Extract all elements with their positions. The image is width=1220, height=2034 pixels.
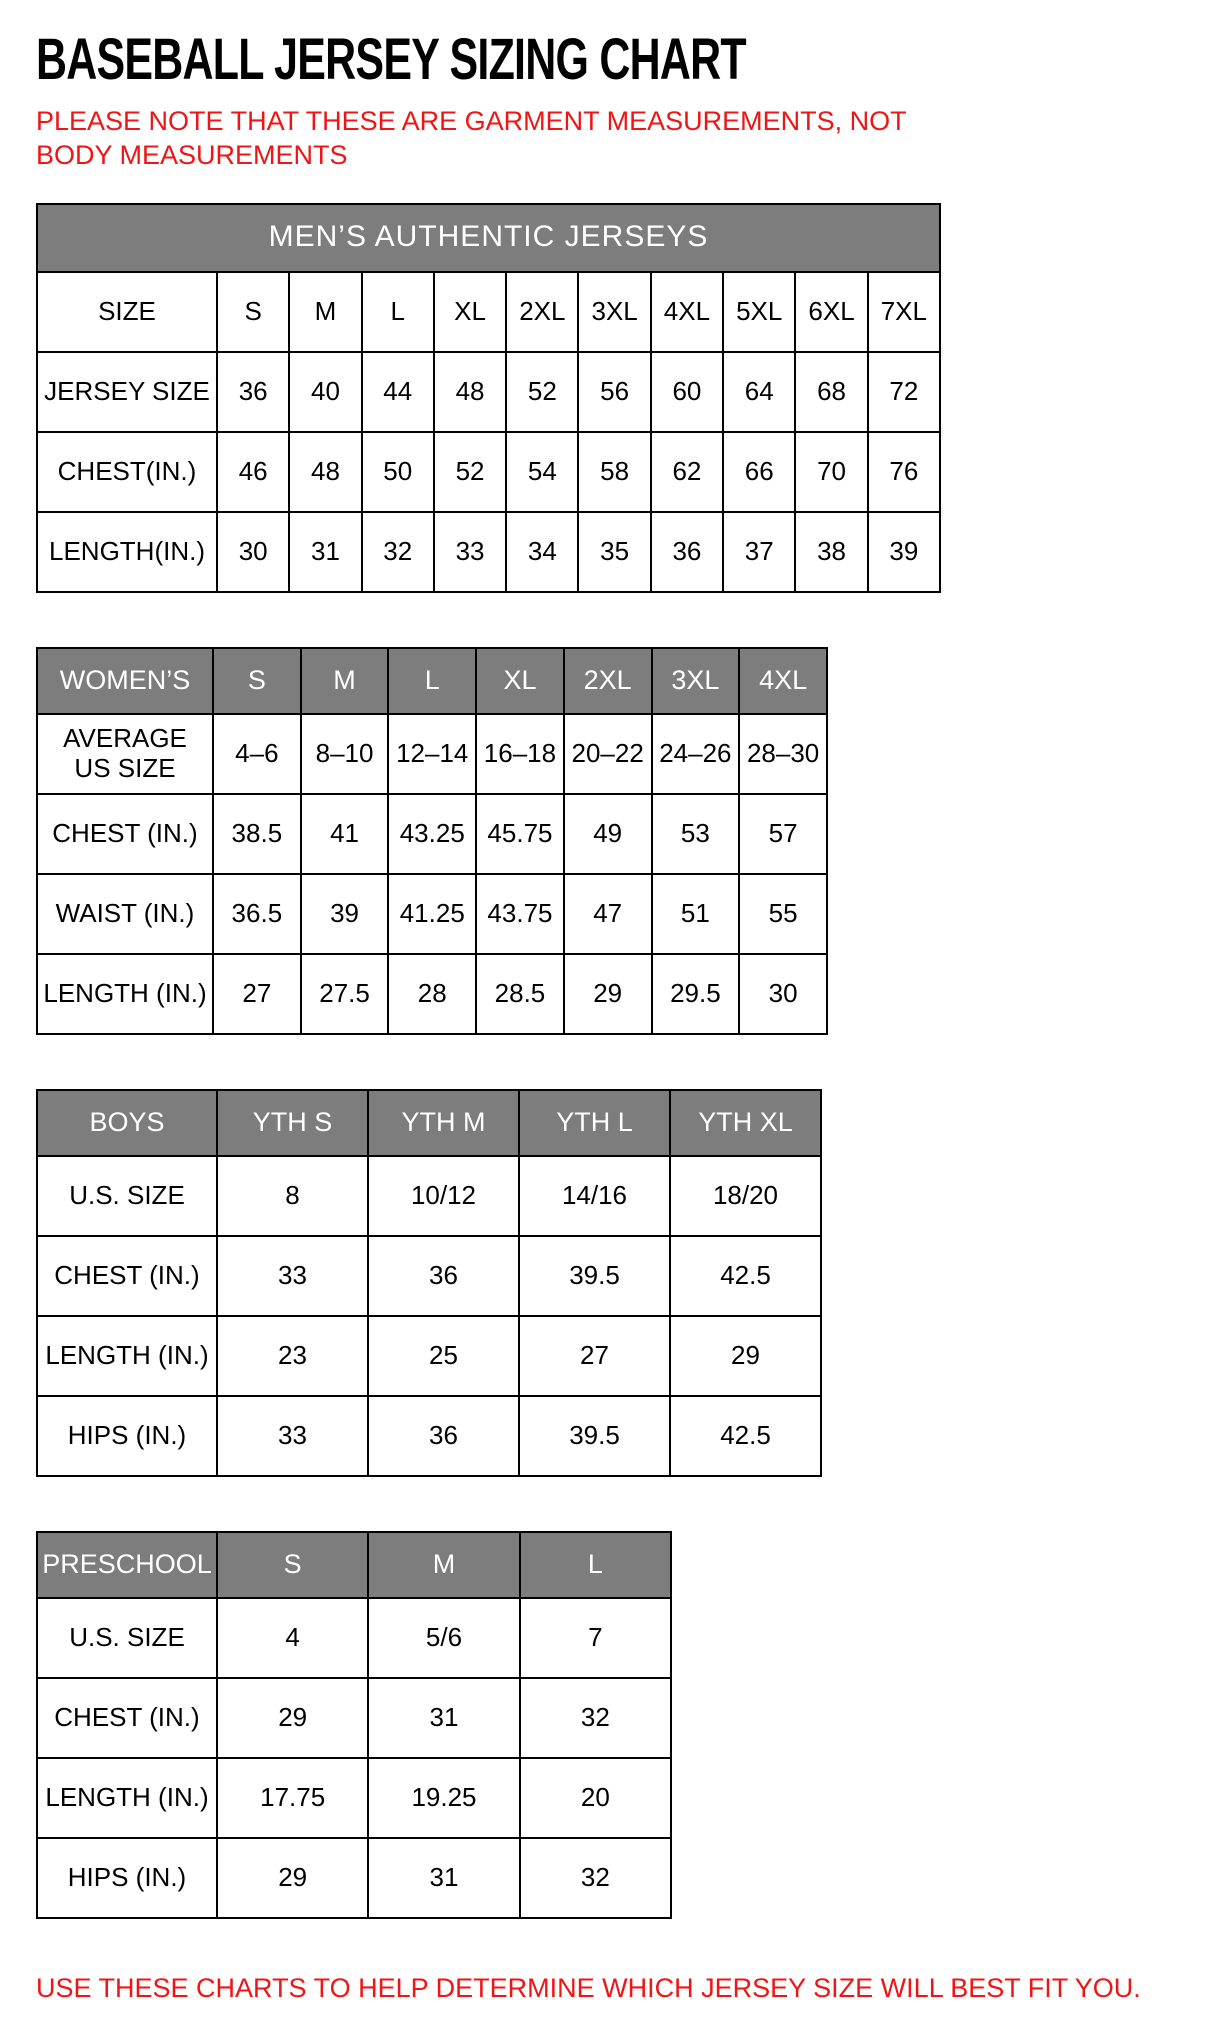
garment-measurements-note: PLEASE NOTE THAT THESE ARE GARMENT MEASUREMENTS, NOT BODY MEASUREMENTS xyxy=(36,106,907,170)
size-value: 33 xyxy=(217,1396,368,1476)
size-value: 36 xyxy=(368,1396,519,1476)
size-value: 41.25 xyxy=(388,874,476,954)
size-value: 35 xyxy=(578,512,650,592)
column-header: XL xyxy=(476,648,564,714)
row-label: HIPS (IN.) xyxy=(37,1838,217,1918)
page-title: BASEBALL JERSEY SIZING CHART xyxy=(36,27,746,92)
size-value: 31 xyxy=(368,1678,519,1758)
table-banner: MEN’S AUTHENTIC JERSEYS xyxy=(37,204,940,272)
size-value: 37 xyxy=(723,512,795,592)
row-label: LENGTH (IN.) xyxy=(37,1758,217,1838)
size-value: 51 xyxy=(652,874,740,954)
size-value: 18/20 xyxy=(670,1156,821,1236)
size-value: 4 xyxy=(217,1598,368,1678)
row-label: CHEST (IN.) xyxy=(37,794,213,874)
size-value: 24–26 xyxy=(652,714,740,794)
preschool-sizing-table xyxy=(36,1531,672,1919)
size-value: 27 xyxy=(213,954,301,1034)
size-value: 52 xyxy=(506,352,578,432)
size-value: 17.75 xyxy=(217,1758,368,1838)
row-label: LENGTH (IN.) xyxy=(37,954,213,1034)
row-label: U.S. SIZE xyxy=(37,1598,217,1678)
size-value: 30 xyxy=(217,512,289,592)
size-value: 68 xyxy=(795,352,867,432)
size-value: 4XL xyxy=(651,272,723,352)
size-value: 32 xyxy=(520,1678,671,1758)
row-label: WAIST (IN.) xyxy=(37,874,213,954)
size-value: 38.5 xyxy=(213,794,301,874)
size-value: 23 xyxy=(217,1316,368,1396)
size-value: 5/6 xyxy=(368,1598,519,1678)
row-label: JERSEY SIZE xyxy=(37,352,217,432)
column-header: YTH M xyxy=(368,1090,519,1156)
size-value: 7 xyxy=(520,1598,671,1678)
table-title-cell: WOMEN’S xyxy=(37,648,213,714)
size-value: 39 xyxy=(868,512,940,592)
size-value: 39 xyxy=(301,874,389,954)
size-value: 8–10 xyxy=(301,714,389,794)
table-title-cell: BOYS xyxy=(37,1090,217,1156)
size-value: 7XL xyxy=(868,272,940,352)
column-header: 2XL xyxy=(564,648,652,714)
size-value: 29.5 xyxy=(652,954,740,1034)
size-value: 20–22 xyxy=(564,714,652,794)
size-value: 5XL xyxy=(723,272,795,352)
size-value: 33 xyxy=(434,512,506,592)
row-label: SIZE xyxy=(37,272,217,352)
size-value: 34 xyxy=(506,512,578,592)
column-header: YTH S xyxy=(217,1090,368,1156)
column-header: M xyxy=(301,648,389,714)
table-title-cell: PRESCHOOL xyxy=(37,1532,217,1598)
size-value: 42.5 xyxy=(670,1396,821,1476)
size-value: 44 xyxy=(362,352,434,432)
size-value: 28.5 xyxy=(476,954,564,1034)
size-value: 56 xyxy=(578,352,650,432)
size-value: 46 xyxy=(217,432,289,512)
column-header: 4XL xyxy=(739,648,827,714)
size-value: 29 xyxy=(217,1678,368,1758)
size-value: 4–6 xyxy=(213,714,301,794)
size-value: 48 xyxy=(434,352,506,432)
size-value: 25 xyxy=(368,1316,519,1396)
column-header: S xyxy=(213,648,301,714)
size-value: 40 xyxy=(289,352,361,432)
size-value: L xyxy=(362,272,434,352)
size-value: 36.5 xyxy=(213,874,301,954)
row-label: CHEST (IN.) xyxy=(37,1678,217,1758)
row-label: CHEST(IN.) xyxy=(37,432,217,512)
size-value: 58 xyxy=(578,432,650,512)
row-label: LENGTH(IN.) xyxy=(37,512,217,592)
size-value: 42.5 xyxy=(670,1236,821,1316)
size-value: 10/12 xyxy=(368,1156,519,1236)
size-value: 2XL xyxy=(506,272,578,352)
size-value: 50 xyxy=(362,432,434,512)
size-value: 29 xyxy=(564,954,652,1034)
size-value: 70 xyxy=(795,432,867,512)
row-label: U.S. SIZE xyxy=(37,1156,217,1236)
footer-note: USE THESE CHARTS TO HELP DETERMINE WHICH JERSEY SIZE WILL BEST FIT YOU. xyxy=(36,1972,1141,2003)
column-header: YTH XL xyxy=(670,1090,821,1156)
size-value: 16–18 xyxy=(476,714,564,794)
size-value: 30 xyxy=(739,954,827,1034)
size-value: 27.5 xyxy=(301,954,389,1034)
size-value: 32 xyxy=(520,1838,671,1918)
size-value: 28–30 xyxy=(739,714,827,794)
size-value: 41 xyxy=(301,794,389,874)
size-value: 57 xyxy=(739,794,827,874)
size-value: 14/16 xyxy=(519,1156,670,1236)
size-value: 6XL xyxy=(795,272,867,352)
mens-sizing-table xyxy=(36,203,941,593)
column-header: 3XL xyxy=(652,648,740,714)
boys-sizing-table xyxy=(36,1089,822,1477)
size-value: 54 xyxy=(506,432,578,512)
size-value: 60 xyxy=(651,352,723,432)
size-value: 62 xyxy=(651,432,723,512)
size-value: 28 xyxy=(388,954,476,1034)
size-value: 45.75 xyxy=(476,794,564,874)
size-value: 53 xyxy=(652,794,740,874)
size-value: 55 xyxy=(739,874,827,954)
size-value: 36 xyxy=(368,1236,519,1316)
size-value: 72 xyxy=(868,352,940,432)
size-value: 36 xyxy=(651,512,723,592)
size-value: 20 xyxy=(520,1758,671,1838)
column-header: YTH L xyxy=(519,1090,670,1156)
column-header: L xyxy=(388,648,476,714)
row-label: CHEST (IN.) xyxy=(37,1236,217,1316)
size-value: 39.5 xyxy=(519,1236,670,1316)
row-label: HIPS (IN.) xyxy=(37,1396,217,1476)
size-value: 38 xyxy=(795,512,867,592)
size-value: 32 xyxy=(362,512,434,592)
size-value: 49 xyxy=(564,794,652,874)
size-value: 12–14 xyxy=(388,714,476,794)
size-value: 43.25 xyxy=(388,794,476,874)
size-value: 39.5 xyxy=(519,1396,670,1476)
row-label: AVERAGE US SIZE xyxy=(37,714,213,794)
size-value: 3XL xyxy=(578,272,650,352)
size-value: 64 xyxy=(723,352,795,432)
column-header: L xyxy=(520,1532,671,1598)
size-value: XL xyxy=(434,272,506,352)
size-value: 27 xyxy=(519,1316,670,1396)
size-value: 31 xyxy=(289,512,361,592)
column-header: M xyxy=(368,1532,519,1598)
size-value: 48 xyxy=(289,432,361,512)
size-value: 36 xyxy=(217,352,289,432)
womens-sizing-table xyxy=(36,647,828,1035)
size-value: 76 xyxy=(868,432,940,512)
size-value: 29 xyxy=(217,1838,368,1918)
size-value: 33 xyxy=(217,1236,368,1316)
size-value: 8 xyxy=(217,1156,368,1236)
size-value: 43.75 xyxy=(476,874,564,954)
size-value: M xyxy=(289,272,361,352)
size-value: 52 xyxy=(434,432,506,512)
column-header: S xyxy=(217,1532,368,1598)
size-value: 47 xyxy=(564,874,652,954)
row-label: LENGTH (IN.) xyxy=(37,1316,217,1396)
size-value: 31 xyxy=(368,1838,519,1918)
size-value: 29 xyxy=(670,1316,821,1396)
size-value: 66 xyxy=(723,432,795,512)
size-value: 19.25 xyxy=(368,1758,519,1838)
size-value: S xyxy=(217,272,289,352)
